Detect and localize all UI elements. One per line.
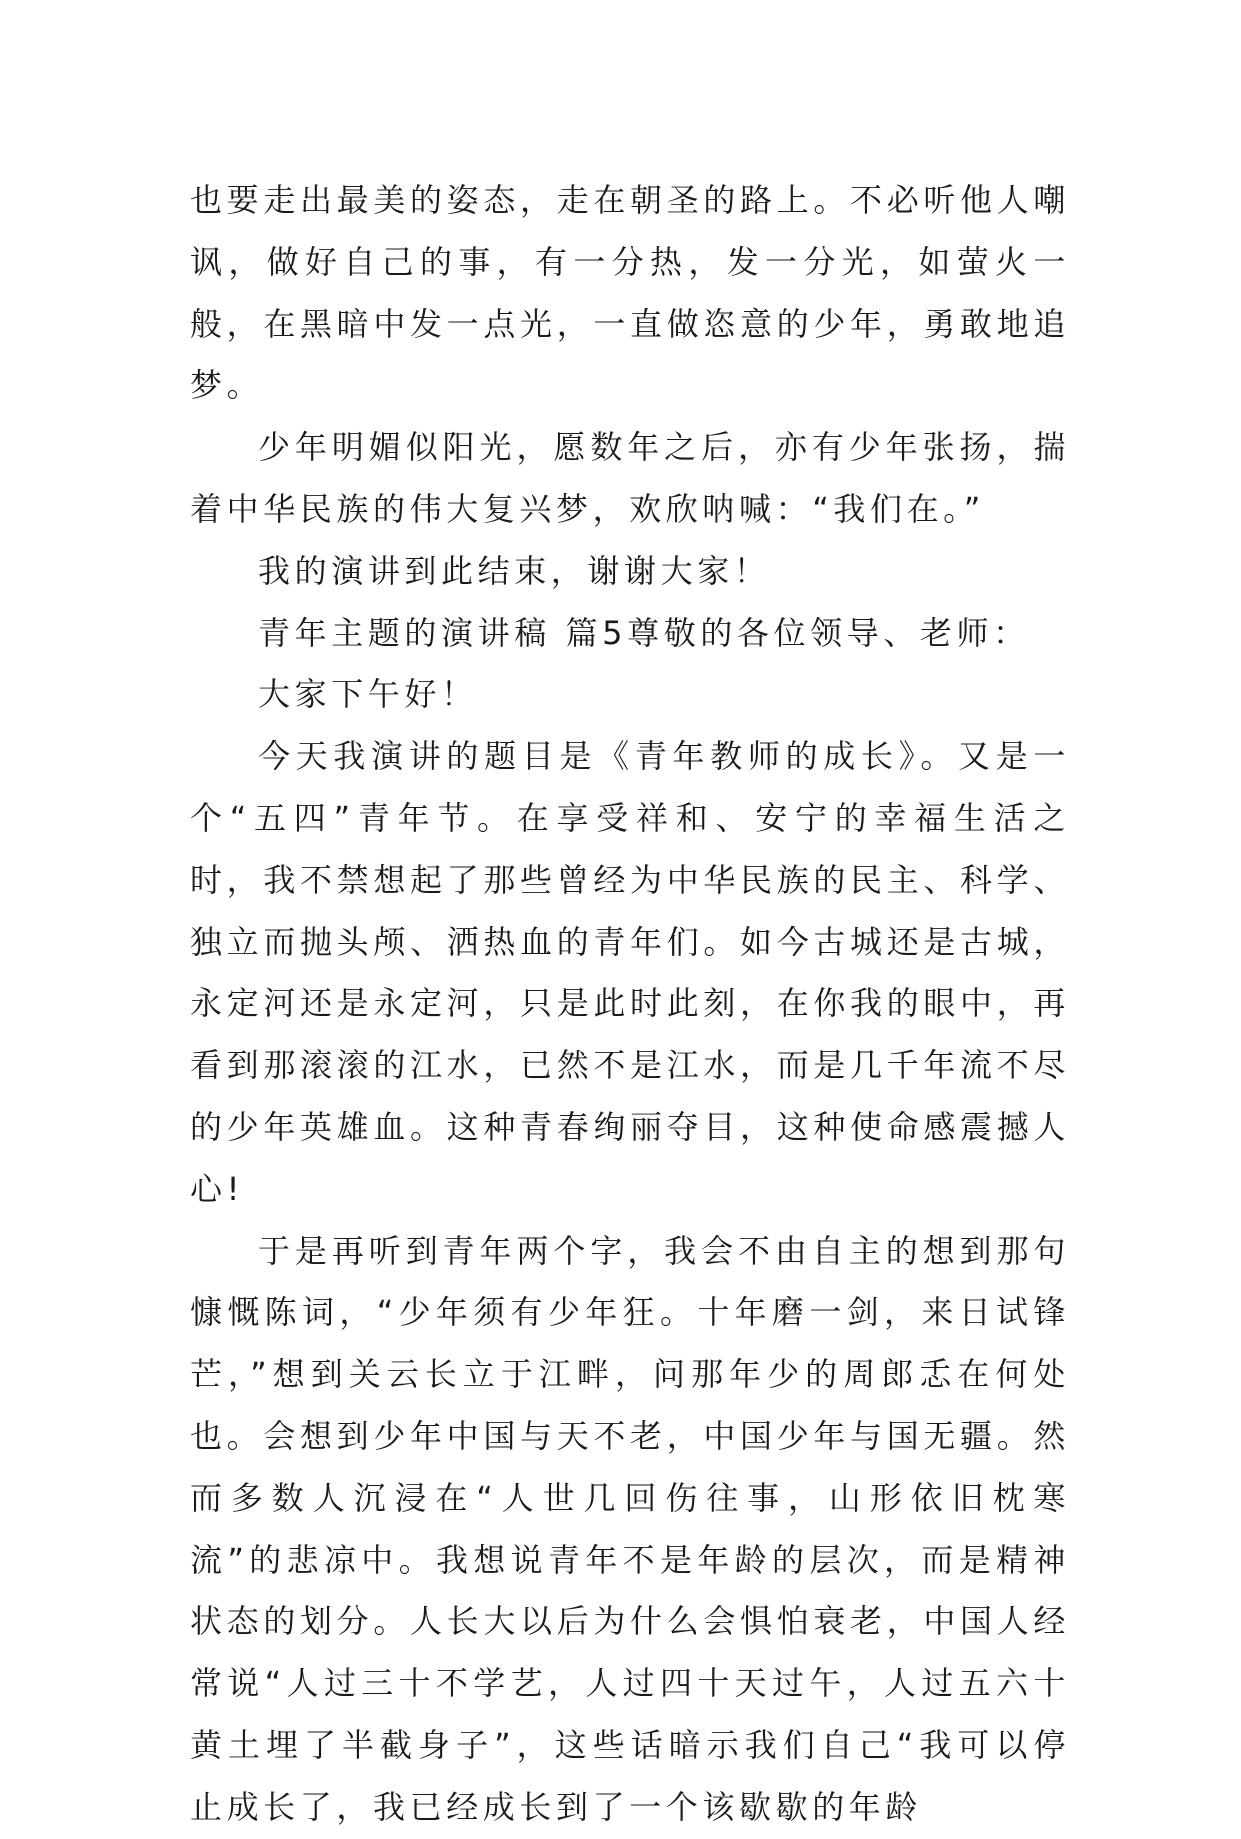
- paragraph: 我的演讲到此结束，谢谢大家！: [258, 551, 771, 590]
- paragraph: 少年明媚似阳光，愿数年之后，亦有少年张扬，揣着中华民族的伟大复兴梦，欢欣呐喊：“我们在。”: [190, 428, 1070, 528]
- document-body: [190, 170, 1070, 1839]
- paragraph: 于是再听到青年两个字，我会不由自主的想到那句慷慨陈词，“少年须有少年狂。十年磨一剑，来日试锋芒，”想到关云长立于江畔，问那年少的周郎忎在何处也。会想到少年中国与天不老，中国少年与国无疆。然而多数人沉浸在“人世几回伤往事，山形依旧枕寒流”的悲凉中。我想说青年不是年龄的层次，而是精神状态的划分。人长大以后为什么会惧怕衰老，中国人经常说“人过三十不学艺，人过四十天过午，人过五六十黄土埋了半截身子”，这些话暗示我们自己“我可以停止成长了，我已经成长到了一个该歇歇的年龄: [190, 1231, 1070, 1826]
- paragraph: 今天我演讲的题目是《青年教师的成长》。又是一个“五四”青年节。在享受祥和、安宁的幸福生活之时，我不禁想起了那些曾经为中华民族的民主、科学、独立而抛头颅、洒热血的青年们。如今古城还是古城，永定河还是永定河，只是此时此刻，在你我的眼中，再看到那滚滚的江水，已然不是江水，而是几千年流不尽的少年英雄血。这种青春绚丽夺目，这种使命感震撼人心!: [190, 737, 1070, 1208]
- section-heading: 青年主题的演讲稿 篇5尊敬的各位领导、老师：: [258, 613, 1030, 652]
- greeting: 大家下午好！: [258, 675, 478, 714]
- paragraph: 也要走出最美的姿态，走在朝圣的路上。不必听他人嘲讽，做好自己的事，有一分热，发一分光，如萤火一般，在黑暗中发一点光，一直做恣意的少年，勇敢地追梦。: [190, 181, 1070, 405]
